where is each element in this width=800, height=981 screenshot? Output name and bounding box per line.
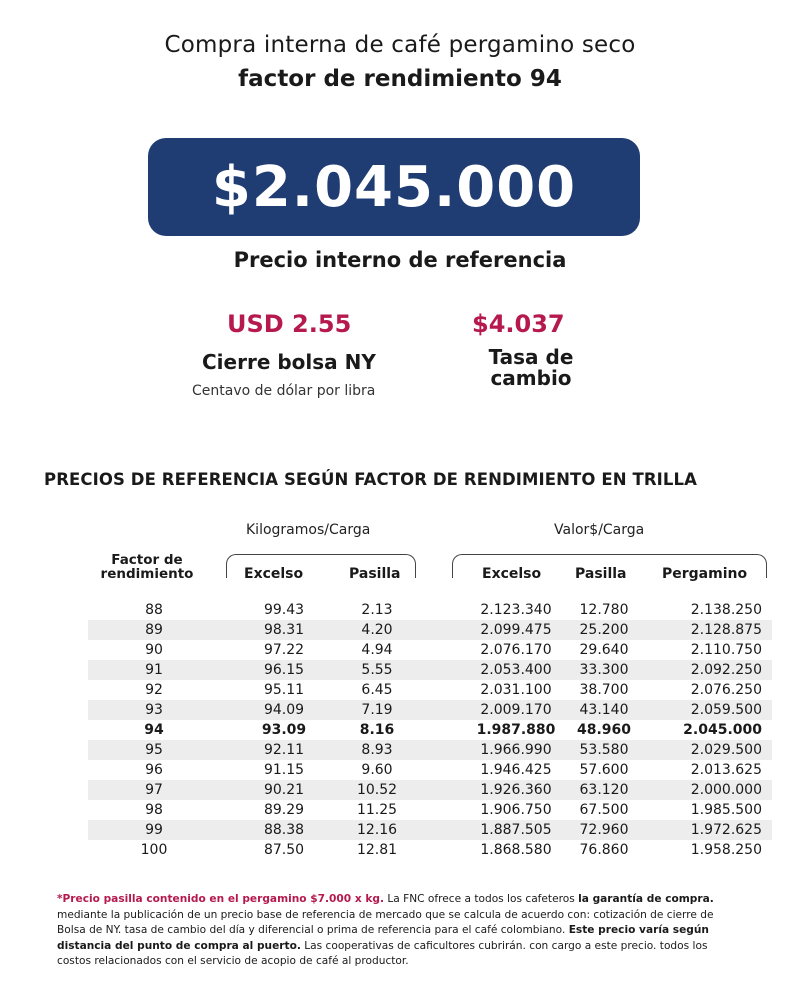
table-row xyxy=(88,800,772,820)
pasilla-kg-cell: 8.16 xyxy=(359,722,395,738)
pergamino-cell: 1.958.250 xyxy=(690,842,762,858)
excelso-value-cell: 2.076.170 xyxy=(480,642,552,658)
pergamino-cell: 2.029.500 xyxy=(690,742,762,758)
pasilla-kg-cell: 4.20 xyxy=(361,622,393,638)
footnote-text-2: mediante la publicación de un precio base de referencia de mercado que se calcula de acuerdo con: cotización de cierre de Bolsa de NY. tasa de cambio del día y diferencial o prima de referencia para el café colombiano. xyxy=(57,908,714,936)
pasilla-kg-cell: 6.45 xyxy=(361,682,393,698)
factor-cell: 100 xyxy=(140,842,168,858)
pasilla-kg-cell: 11.25 xyxy=(356,802,398,818)
factor-cell: 97 xyxy=(145,782,163,798)
factor-cell: 95 xyxy=(145,742,163,758)
pasilla-value-cell: 25.200 xyxy=(579,622,629,638)
excelso-value-cell: 2.009.170 xyxy=(480,702,552,718)
excelso-value-cell: 1.987.880 xyxy=(476,722,556,738)
factor-cell: 96 xyxy=(145,762,163,778)
pergamino-cell: 2.013.625 xyxy=(690,762,762,778)
excelso-kg-cell: 96.15 xyxy=(263,662,305,678)
title-line-2: factor de rendimiento 94 xyxy=(238,66,562,92)
exchange-rate-value: $4.037 xyxy=(472,310,565,338)
group-header-kg: Kilogramos/Carga xyxy=(246,522,371,538)
factor-cell: 91 xyxy=(145,662,163,678)
table-row xyxy=(88,760,772,780)
excelso-value-cell: 1.966.990 xyxy=(480,742,552,758)
pasilla-value-cell: 67.500 xyxy=(579,802,629,818)
ny-close-sublabel: Centavo de dólar por libra xyxy=(192,383,376,399)
factor-cell: 94 xyxy=(144,722,164,738)
excelso-kg-cell: 89.29 xyxy=(263,802,305,818)
pergamino-cell: 2.092.250 xyxy=(690,662,762,678)
pergamino-cell: 1.985.500 xyxy=(690,802,762,818)
excelso-kg-cell: 97.22 xyxy=(263,642,305,658)
exchange-rate-label: Tasa de cambio xyxy=(488,345,574,390)
excelso-value-cell: 1.868.580 xyxy=(480,842,552,858)
table-row xyxy=(88,780,772,800)
factor-cell: 88 xyxy=(145,602,163,618)
factor-cell: 93 xyxy=(145,702,163,718)
excelso-kg-cell: 88.38 xyxy=(263,822,305,838)
table-row xyxy=(88,840,772,860)
footnote xyxy=(57,892,737,970)
pasilla-value-cell: 57.600 xyxy=(579,762,629,778)
factor-cell: 89 xyxy=(145,622,163,638)
excelso-kg-cell: 87.50 xyxy=(263,842,305,858)
factor-cell: 92 xyxy=(145,682,163,698)
pergamino-cell: 2.059.500 xyxy=(690,702,762,718)
table-section-title: PRECIOS DE REFERENCIA SEGÚN FACTOR DE RENDIMIENTO EN TRILLA xyxy=(44,470,698,489)
excelso-kg-cell: 98.31 xyxy=(263,622,305,638)
pasilla-value-cell: 63.120 xyxy=(579,782,629,798)
col-header-excelso-value: Excelso xyxy=(482,566,542,582)
pasilla-value-cell: 48.960 xyxy=(576,722,632,738)
pasilla-value-cell: 33.300 xyxy=(579,662,629,678)
pasilla-value-cell: 43.140 xyxy=(579,702,629,718)
excelso-kg-cell: 91.15 xyxy=(263,762,305,778)
footnote-distance-note: Este precio varía según distancia del punto de compra al puerto. xyxy=(57,924,709,952)
price-table xyxy=(88,600,772,860)
footnote-pasilla-price: *Precio pasilla contenido en el pergamino $7.000 x kg. xyxy=(57,893,384,905)
pergamino-cell: 2.128.875 xyxy=(690,622,762,638)
pasilla-value-cell: 38.700 xyxy=(579,682,629,698)
pergamino-cell: 2.076.250 xyxy=(690,682,762,698)
pasilla-kg-cell: 4.94 xyxy=(361,642,393,658)
excelso-kg-cell: 94.09 xyxy=(263,702,305,718)
pasilla-value-cell: 72.960 xyxy=(579,822,629,838)
footnote-text-3: Las cooperativas de caficultores cubrirán. con cargo a este precio. todos los costos relacionados con el servicio de acopio de café al productor. xyxy=(57,939,708,967)
table-row xyxy=(88,640,772,660)
pasilla-value-cell: 76.860 xyxy=(579,842,629,858)
title-line-1: Compra interna de café pergamino seco xyxy=(164,32,636,58)
reference-price-label: Precio interno de referencia xyxy=(233,248,567,272)
pergamino-cell: 1.972.625 xyxy=(690,822,762,838)
table-row xyxy=(88,680,772,700)
pergamino-cell: 2.045.000 xyxy=(683,722,762,738)
pasilla-kg-cell: 12.16 xyxy=(356,822,398,838)
excelso-kg-cell: 93.09 xyxy=(261,722,307,738)
table-row xyxy=(88,740,772,760)
pasilla-kg-cell: 8.93 xyxy=(361,742,393,758)
factor-cell: 98 xyxy=(145,802,163,818)
ny-close-label: Cierre bolsa NY xyxy=(202,350,376,374)
excelso-value-cell: 1.906.750 xyxy=(480,802,552,818)
table-row xyxy=(88,660,772,680)
ny-close-value: USD 2.55 xyxy=(227,310,352,338)
excelso-value-cell: 1.926.360 xyxy=(480,782,552,798)
pergamino-cell: 2.138.250 xyxy=(690,602,762,618)
table-row xyxy=(88,700,772,720)
group-header-value: Valor$/Carga xyxy=(554,522,645,538)
pasilla-kg-cell: 2.13 xyxy=(361,602,393,618)
excelso-value-cell: 2.031.100 xyxy=(480,682,552,698)
reference-price-value: $2.045.000 xyxy=(211,154,577,220)
col-header-excelso-kg: Excelso xyxy=(244,566,304,582)
excelso-kg-cell: 99.43 xyxy=(263,602,305,618)
pergamino-cell: 2.000.000 xyxy=(690,782,762,798)
reference-price-box xyxy=(148,138,640,236)
excelso-value-cell: 1.887.505 xyxy=(480,822,552,838)
pasilla-kg-cell: 7.19 xyxy=(361,702,393,718)
footnote-text-1: La FNC ofrece a todos los cafeteros xyxy=(384,893,579,905)
factor-cell: 99 xyxy=(145,822,163,838)
excelso-kg-cell: 95.11 xyxy=(263,682,305,698)
pasilla-kg-cell: 10.52 xyxy=(356,782,398,798)
excelso-value-cell: 2.053.400 xyxy=(480,662,552,678)
table-row xyxy=(88,820,772,840)
pasilla-value-cell: 12.780 xyxy=(579,602,629,618)
footnote-guarantee: la garantía de compra. xyxy=(578,893,714,905)
col-header-pasilla-value: Pasilla xyxy=(575,566,627,582)
table-row xyxy=(88,720,772,740)
excelso-value-cell: 2.123.340 xyxy=(480,602,552,618)
col-header-pasilla-kg: Pasilla xyxy=(349,566,401,582)
factor-cell: 90 xyxy=(145,642,163,658)
table-row xyxy=(88,600,772,620)
pasilla-value-cell: 29.640 xyxy=(579,642,629,658)
excelso-value-cell: 1.946.425 xyxy=(480,762,552,778)
excelso-kg-cell: 90.21 xyxy=(263,782,305,798)
pasilla-kg-cell: 5.55 xyxy=(361,662,393,678)
excelso-value-cell: 2.099.475 xyxy=(480,622,552,638)
col-header-pergamino: Pergamino xyxy=(662,566,748,582)
pasilla-kg-cell: 9.60 xyxy=(361,762,393,778)
col-header-factor: Factor de rendimiento xyxy=(100,552,194,582)
pergamino-cell: 2.110.750 xyxy=(690,642,762,658)
pasilla-value-cell: 53.580 xyxy=(579,742,629,758)
excelso-kg-cell: 92.11 xyxy=(263,742,305,758)
table-row xyxy=(88,620,772,640)
pasilla-kg-cell: 12.81 xyxy=(356,842,398,858)
